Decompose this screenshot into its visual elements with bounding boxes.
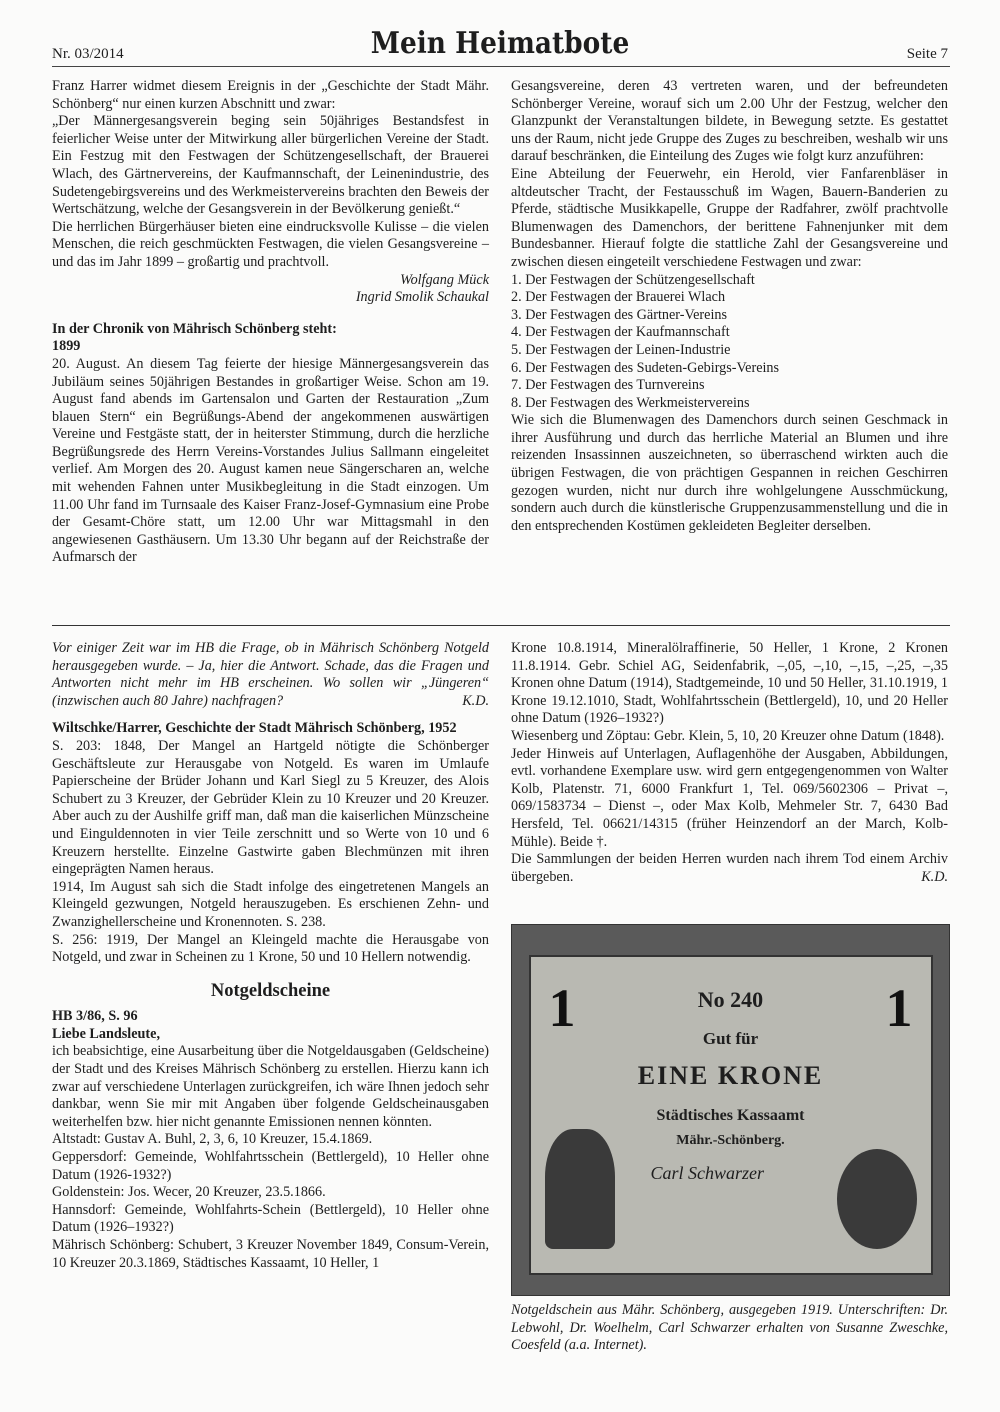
author-name: Ingrid Smolik Schaukal <box>355 289 489 306</box>
paragraph: Gesangsvereine, deren 43 vertreten waren, und der befreundeten Schönberger Vereine, worauf sich um 2.00 Uhr der Festzug, welcher den Glanzpunkt der Veranstaltungen bildete, in Bewegung setzte. Es gestattet uns der Raum, nicht jede Gruppe des Zuges zu beschreiben, weshalb wir uns darauf beschränken, die Einteilung des Zuges wie folgt kurz anzuführen: <box>511 78 948 165</box>
photo-caption: Notgeldschein aus Mähr. Schönberg, ausgegeben 1919. Unterschriften: Dr. Lebwohl, Dr. Woelhelm, Carl Schwarzer erhalten von Susanne Zweschke, Coesfeld (a.a. Internet). <box>511 1302 948 1354</box>
banknote-serial: No 240 <box>697 987 764 1012</box>
list-item: 7. Der Festwagen des Turnvereins <box>511 377 705 394</box>
masthead-logo: Mein Heimatbote <box>370 26 630 61</box>
banknote-issuer: Städtisches Kassaamt <box>656 1107 805 1124</box>
list-item: 6. Der Festwagen des Sudeten-Gebirgs-Vereins <box>511 359 780 376</box>
paragraph: Eine Abteilung der Feuerwehr, ein Herold, vier Fanfarenbläser in altdeutscher Tracht, der Festausschuß im Wagen, Bauern-Banderien zu Pferde, städtische Musikkapelle, Gruppe der Radfahrer, zwölf prachtvolle Blumenwagen des Damenchors, der berittene Fahnenjunker mit dem Bundesbanner. Hierauf folgte die stattliche Zahl der Gesangsvereine und zwischen diesen eingeteilt verschiedene Festwagen und zwar: <box>511 165 948 270</box>
entry: Altstadt: Gustav A. Buhl, 2, 3, 6, 10 Kreuzer, 15.4.1869. <box>52 1131 373 1148</box>
ornament-seal <box>837 1149 917 1249</box>
banknote-town: Mähr.-Schönberg. <box>676 1133 785 1148</box>
list-item: 2. Der Festwagen der Brauerei Wlach <box>511 289 726 306</box>
bottom-left-column <box>52 640 489 1272</box>
header-rule <box>52 66 950 67</box>
paragraph: 1914, Im August sah sich die Stadt infolge des eingetretenen Mangels an Kleingeld gezwungen, Notgeld herauszugeben. Es erschienen Zehn- und Zwanzighellerscheine und Kronennoten. S. 238. <box>52 878 489 930</box>
author-name: Wolfgang Mück <box>400 271 489 288</box>
top-left-column <box>52 78 489 567</box>
paragraph: Die herrlichen Bürgerhäuser bieten eine eindrucksvolle Kulisse – die vielen Menschen, die reich geschmückten Festwagen, die vielen Gesangsvereine – und das im Jahr 1899 – großartig und prachtvoll. <box>52 218 489 270</box>
paragraph: S. 203: 1848, Der Mangel an Hartgeld nötigte die Schönberger Geschäftsleute zur Herausgabe von Notgeld. Es waren im Umlaufe Papierscheine der Brüder Johann und Karl Siegl zu 5 Kreuzer, des Alois Schubert zu 3 Kreuzer, der Gebrüder Klein zu 10 Kreuzer und 20 Kreuzer. Aber auch zu der Aushilfe griff man, daß man die kaiserlichen Münzscheine und Einguldennoten in vier Teile zerschnitt und so Werte von 10 und 6 Kreuzern herstellte. Einzelne Gastwirte gaben Blechmünzen mit ihren eingeprägten Namen heraus. <box>52 737 489 878</box>
banknote-amount: EINE KRONE <box>637 1061 824 1090</box>
banknote-signature: Carl Schwarzer <box>650 1163 765 1183</box>
page-number: Seite 7 <box>906 46 948 62</box>
entry: Geppersdorf: Gemeinde, Wohlfahrtsschein (Bettlergeld), 10 Heller ohne Datum (1926-1932?) <box>52 1149 489 1183</box>
top-right-column <box>511 78 948 535</box>
paragraph: Franz Harrer widmet diesem Ereignis in der „Geschichte der Stadt Mähr. Schönberg“ nur einen kurzen Abschnitt und zwar: <box>52 78 489 112</box>
bottom-right-column <box>511 640 948 886</box>
banknote-photo <box>511 924 950 1296</box>
source-heading: Wiltschke/Harrer, Geschichte der Stadt Mährisch Schönberg, 1952 <box>52 720 457 737</box>
salutation: Liebe Landsleute, <box>52 1025 160 1042</box>
banknote-gut-fuer: Gut für <box>702 1029 759 1048</box>
list-item: 4. Der Festwagen der Kaufmannschaft <box>511 324 730 341</box>
list-item: 1. Der Festwagen der Schützengesellschaft <box>511 271 755 288</box>
section-title: Notgeldscheine <box>210 980 331 1001</box>
quote-paragraph: „Der Männergesangsverein beging sein 50jähriges Bestandsfest in feierlicher Weise unter der Mitwirkung aller bürgerlichen Vereine der Stadt. Ein Festzug mit den Festwagen der Schützengesellschaft, der Brauerei Wlach, des Gärtnervereins, der Kaufmannschaft, der Leinenindustrie, des Sudetengebirgsvereins und des Werkmeistervereins brachten den Beweis der Wertschätzung, welche der Gesangsverein in der Bevölkerung genießt.“ <box>52 113 489 218</box>
intro-text: Vor einiger Zeit war im HB die Frage, ob in Mährisch Schönberg Notgeld herausgegeben wurde. – Ja, hier die Antwort. Schade, das die Fragen und Antworten nicht mehr im HB erscheinen. Wo sollen wir „Jüngeren“ (inzwischen auch 80 Jahre) nachfragen? <box>52 640 489 709</box>
entry: Hannsdorf: Gemeinde, Wohlfahrts-Schein (Bettlergeld), 10 Heller ohne Datum (1926–1932?) <box>52 1201 489 1236</box>
list-item: 5. Der Festwagen der Leinen-Industrie <box>511 341 731 358</box>
section-year: 1899 <box>52 338 81 355</box>
paragraph: Jeder Hinweis auf Unterlagen, Auflagenhöhe der Ausgaben, Abbildungen, evtl. vorhandene Exemplare usw. wird gern entgegengenommen von Walter Kolb, Platenstr. 71, 6000 Frankfurt 1, Tel. 069/5602306 – Privat –, 069/1583734 – Dienst –, oder Max Kolb, Mehmeler Str. 7, 6430 Bad Hersfeld, Tel. 06621/14315 (früher Heinzendorf an der March, Kolb-Mühle). Beide †. <box>511 745 948 850</box>
issue-number: Nr. 03/2014 <box>52 46 124 62</box>
paragraph: Krone 10.8.1914, Mineralölraffinerie, 50 Heller, 1 Krone, 2 Kronen 11.8.1914. Gebr. Schiel AG, Seidenfabrik, –,05, –,10, –,15, –,25, –,35 Kronen ohne Datum (1914), Stadtgemeinde, 10 und 50 Heller, 31.10.1919, 1 Krone 19.12.1010, Stadt, Wohlfahrtsschein (Bettlergeld), 10, und 20 Heller ohne Datum (1926–1932?) <box>511 640 948 727</box>
paragraph: Wie sich die Blumenwagen des Damenchors durch seinen Geschmack in ihrer Ausführung und durch das herrliche Material an Blumen und ihre reizenden Insassinnen auszeichneten, so überraschend wirkten auch die übrigen Festwagen, die von prächtigen Gespannen in reichen Geschirren gezogen wurden, nicht nur durch ihre wohlgelungene Ausschmückung, sondern auch durch die künstlerische Gruppenzusammenstellung und die in den entsprechenden Kostümen gekleideten Begleiter derselben. <box>511 412 948 534</box>
list-item: 8. Der Festwagen des Werkmeistervereins <box>511 394 750 411</box>
banknote-value-right: 1 <box>885 978 913 1038</box>
chronicle-text: 20. August. An diesem Tag feierte der hiesige Männergesangsverein das Jubiläum seines 50jährigen Bestandes in großartiger Weise. Schon am 19. August fand abends im Gartensalon und Garten der Restauration „Zum blauen Stern“ ein Begrüßungs-Abend der angekommenen auswärtigen Vereine und Festgäste statt, der in heiterster Stimmung, durch die herzliche Begrüßungsrede des Herrn Vereins-Vorstandes Julius Sallmann eingeleitet verlief. Am Morgen des 20. August kamen neue Sängerscharen an, welche mit wehenden Fahnen unter Musikbegleitung in die Stadt einzogen. Um 11.00 Uhr fand im Turnsaale des Kaiser Franz-Josef-Gymnasium eine Probe der Gesamt-Chöre statt, um 12.00 Uhr war Mittagsmahl in den angewiesenen Gasthäusern. Um 13.30 Uhr begann auf der Reichstraße der Aufmarsch der <box>52 355 489 566</box>
intro-note <box>52 640 489 710</box>
festwagen-list <box>511 272 948 413</box>
entry: Mährisch Schönberg: Schubert, 3 Kreuzer November 1849, Consum-Verein, 10 Kreuzer 20.3.1869, Städtisches Kassaamt, 10 Heller, 1 <box>52 1237 489 1271</box>
ornament-figure <box>545 1129 615 1249</box>
paragraph: S. 256: 1919, Der Mangel an Kleingeld machte die Herausgabe von Notgeld, und zwar in Scheinen zu 1 Krone, 50 und 10 Hellern notwendig. <box>52 931 489 966</box>
list-item: 3. Der Festwagen des Gärtner-Vereins <box>511 306 727 323</box>
section-heading: In der Chronik von Mährisch Schönberg steht: <box>52 320 337 337</box>
section-divider <box>52 625 950 626</box>
banknote-value-left: 1 <box>548 978 576 1038</box>
paragraph: Wiesenberg und Zöptau: Gebr. Klein, 5, 10, 20 Kreuzer ohne Datum (1848). <box>511 727 945 744</box>
closing-signature: K.D. <box>921 868 948 885</box>
entry: Goldenstein: Jos. Wecer, 20 Kreuzer, 23.5.1866. <box>52 1184 326 1201</box>
banknote <box>529 955 933 1275</box>
hb-reference: HB 3/86, S. 96 <box>52 1008 138 1025</box>
closing-text: Die Sammlungen der beiden Herren wurden nach ihrem Tod einem Archiv übergeben. <box>511 851 948 885</box>
letter-text: ich beabsichtige, eine Ausarbeitung über die Notgeldausgaben (Geldscheine) der Stadt und des Kreises Mährisch Schönberg zu erstellen. Hierzu kann ich zwar auf verschiedene Unterlagen zurückgreifen, ich wäre Ihnen jedoch sehr dankbar, wenn Sie mir mit Angaben über folgende Geldscheinausgaben weiterhelfen bzw. hier nicht genannte Emissionen nennen könnten. <box>52 1043 489 1130</box>
intro-signature: K.D. <box>462 692 489 709</box>
closing-paragraph <box>511 851 948 886</box>
